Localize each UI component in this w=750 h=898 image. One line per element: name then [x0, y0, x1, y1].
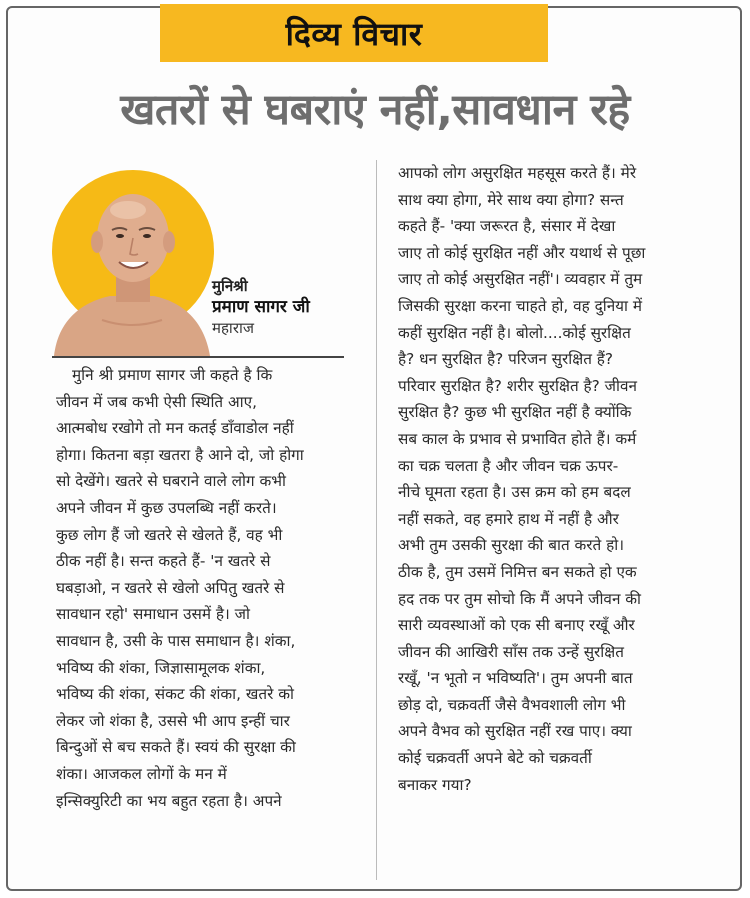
article-line: नीचे घूमता रहता है। उस क्रम को हम बदल [398, 483, 631, 502]
article-line: अपने वैभव को सुरक्षित नहीं रख पाए। क्या [398, 722, 632, 741]
article-line: जीवन में जब कभी ऐसी स्थिति आए, [56, 392, 257, 411]
article-line: जाए तो कोई सुरक्षित नहीं और यथार्थ से पूछा [398, 243, 646, 262]
section-label: दिव्य विचार [285, 14, 423, 53]
article-line: बिन्दुओं से बच सकते हैं। स्वयं की सुरक्षा की [56, 738, 296, 757]
article-line: अपने जीवन में कुछ उपलब्धि नहीं करते। [56, 498, 277, 517]
article-line: रखूँ, 'न भूतो न भविष्यति'। तुम अपनी बात [398, 669, 633, 688]
article-line: ठीक नहीं है। सन्त कहते हैं- 'न खतरे से [56, 552, 271, 571]
byline-honorific: महाराज [212, 319, 254, 337]
article-line: का चक्र चलता है और जीवन चक्र ऊपर- [398, 456, 619, 475]
byline-title: मुनिश्री [212, 277, 248, 295]
article-line: घबड़ाओ, न खतरे से खेलो अपितु खतरे से [56, 578, 285, 597]
section-banner [160, 4, 548, 62]
author-block [52, 170, 342, 360]
article-line: जीवन की आखिरी साँस तक उन्हें सुरक्षित [398, 642, 624, 661]
article-line: नहीं सकते, वह हमारे हाथ में नहीं है और [398, 509, 619, 528]
article-line: सावधान है, उसी के पास समाधान है। शंका, [56, 631, 296, 650]
article-column-left [56, 362, 352, 814]
article-line: सावधान रहो' समाधान उसमें है। जो [56, 605, 250, 624]
article-line: सो देखेंगे। खतरे से घबराने वाले लोग कभी [56, 472, 286, 491]
article-line: ठीक है, तुम उसमें निमित्त बन सकते हो एक [398, 562, 637, 581]
article-line: जिसकी सुरक्षा करना चाहते हो, वह दुनिया में [398, 296, 643, 315]
article-line: परिवार सुरक्षित है? शरीर सुरक्षित है? जीवन [398, 376, 637, 395]
article-line: आपको लोग असुरक्षित महसूस करते हैं। मेरे [398, 164, 637, 182]
article-line: जाए तो कोई असुरक्षित नहीं'। व्यवहार में तुम [398, 270, 643, 289]
article-line: अभी तुम उसकी सुरक्षा की बात करते हो। [398, 536, 624, 555]
article-line: छोड़ दो, चक्रवर्ती जैसे वैभवशाली लोग भी [398, 695, 626, 714]
article-line: बनाकर गया? [398, 775, 472, 794]
column-divider [376, 160, 377, 880]
article-line: सुरक्षित है? कुछ भी सुरक्षित नहीं है क्योंकि [398, 403, 632, 422]
byline [212, 276, 310, 338]
article-line: कहीं सुरक्षित नहीं है। बोलो....कोई सुरक्षित [398, 323, 631, 342]
article-line: मुनि श्री प्रमाण सागर जी कहते है कि [72, 366, 273, 384]
article-line: साथ क्या होगा, मेरे साथ क्या होगा? सन्त [398, 190, 624, 209]
article-line: सब काल के प्रभाव से प्रभावित होते हैं। कर्म [398, 429, 637, 448]
article-line: हद तक पर तुम सोचो कि मैं अपने जीवन की [398, 589, 642, 608]
article-line: शंका। आजकल लोगों के मन में [56, 764, 227, 783]
headline: खतरों से घबराएं नहीं,सावधान रहे [120, 85, 630, 135]
article-column-right [398, 160, 720, 798]
byline-divider [52, 356, 344, 358]
article-line: आत्मबोध रखोगे तो मन कतई डाँवाडोल नहीं [56, 419, 294, 438]
article-line: होगा। कितना बड़ा खतरा है आने दो, जो होगा [56, 445, 304, 464]
article-line: भविष्य की शंका, जिज्ञासामूलक शंका, [56, 658, 266, 677]
article-line: कोई चक्रवर्ती अपने बेटे को चक्रवर्ती [398, 749, 592, 768]
article-line: भविष्य की शंका, संकट की शंका, खतरे को [56, 685, 294, 704]
article-line: कुछ लोग हैं जो खतरे से खेलते हैं, वह भी [56, 525, 283, 544]
byline-name: प्रमाण सागर जी [212, 297, 310, 317]
article-line: इन्सिक्युरिटी का भय बहुत रहता है। अपने [56, 791, 282, 810]
article-line: लेकर जो शंका है, उससे भी आप इन्हीं चार [56, 711, 290, 730]
article-line: है? धन सुरक्षित है? परिजन सुरक्षित हैं? [398, 350, 614, 369]
article-line: कहते हैं- 'क्या जरूरत है, संसार में देखा [398, 217, 616, 236]
author-portrait [52, 170, 212, 356]
article-line: सारी व्यवस्थाओं को एक सी बनाए रखूँ और [398, 616, 635, 635]
